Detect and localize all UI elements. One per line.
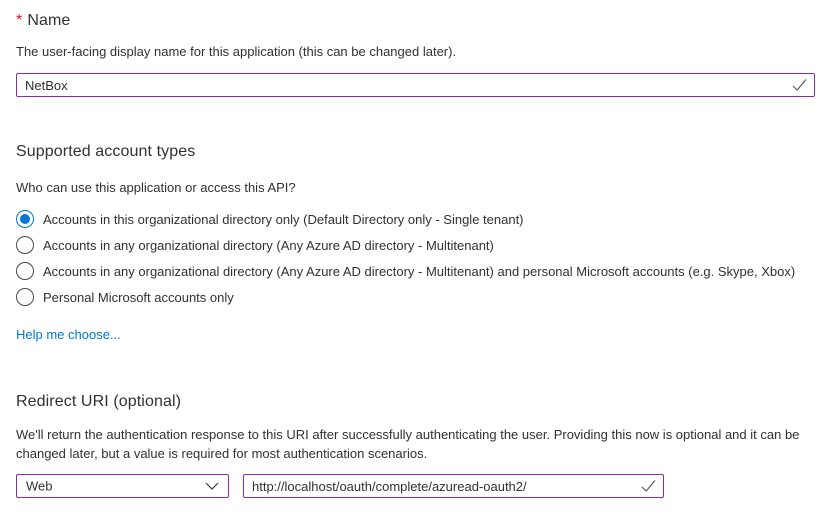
platform-select-value: Web — [26, 478, 53, 494]
radio-label: Accounts in any organizational directory (Any Azure AD directory - Multitenant) and personal Microsoft accounts (e.g. Skype, Xbox) — [43, 263, 796, 279]
name-title-text: Name — [27, 12, 71, 29]
account-type-radio-group — [16, 206, 815, 310]
radio-icon[interactable] — [16, 236, 34, 254]
redirect-uri-description: We'll return the authentication response to this URI after successfully authenticating the user. Providing this now is optional and it can be changed later, but a value is required for most authentication scenarios. — [16, 427, 800, 461]
name-input-wrapper — [16, 73, 815, 97]
radio-label: Accounts in this organizational directory only (Default Directory only - Single tenant) — [43, 211, 524, 227]
chevron-down-icon — [205, 482, 219, 490]
radio-option-multitenant[interactable] — [16, 232, 815, 258]
account-types-question: Who can use this application or access this API? — [16, 180, 296, 195]
radio-icon[interactable] — [16, 262, 34, 280]
radio-option-single-tenant[interactable] — [16, 206, 815, 232]
redirect-uri-title: Redirect URI (optional) — [16, 393, 182, 410]
radio-label: Accounts in any organizational directory (Any Azure AD directory - Multitenant) — [43, 237, 494, 253]
required-asterisk: * — [16, 12, 23, 29]
redirect-uri-controls — [16, 474, 815, 498]
redirect-uri-input[interactable] — [244, 475, 663, 497]
radio-option-multitenant-personal[interactable] — [16, 258, 815, 284]
radio-label: Personal Microsoft accounts only — [43, 289, 234, 305]
name-section-title — [16, 10, 815, 31]
name-input[interactable] — [17, 74, 814, 96]
redirect-uri-input-wrapper — [243, 474, 664, 498]
platform-select[interactable] — [16, 474, 229, 498]
radio-icon[interactable] — [16, 210, 34, 228]
radio-option-personal-only[interactable] — [16, 284, 815, 310]
radio-icon[interactable] — [16, 288, 34, 306]
account-types-title: Supported account types — [16, 143, 196, 160]
help-me-choose-link[interactable]: Help me choose... — [16, 327, 121, 342]
name-description: The user-facing display name for this application (this can be changed later). — [16, 44, 457, 59]
